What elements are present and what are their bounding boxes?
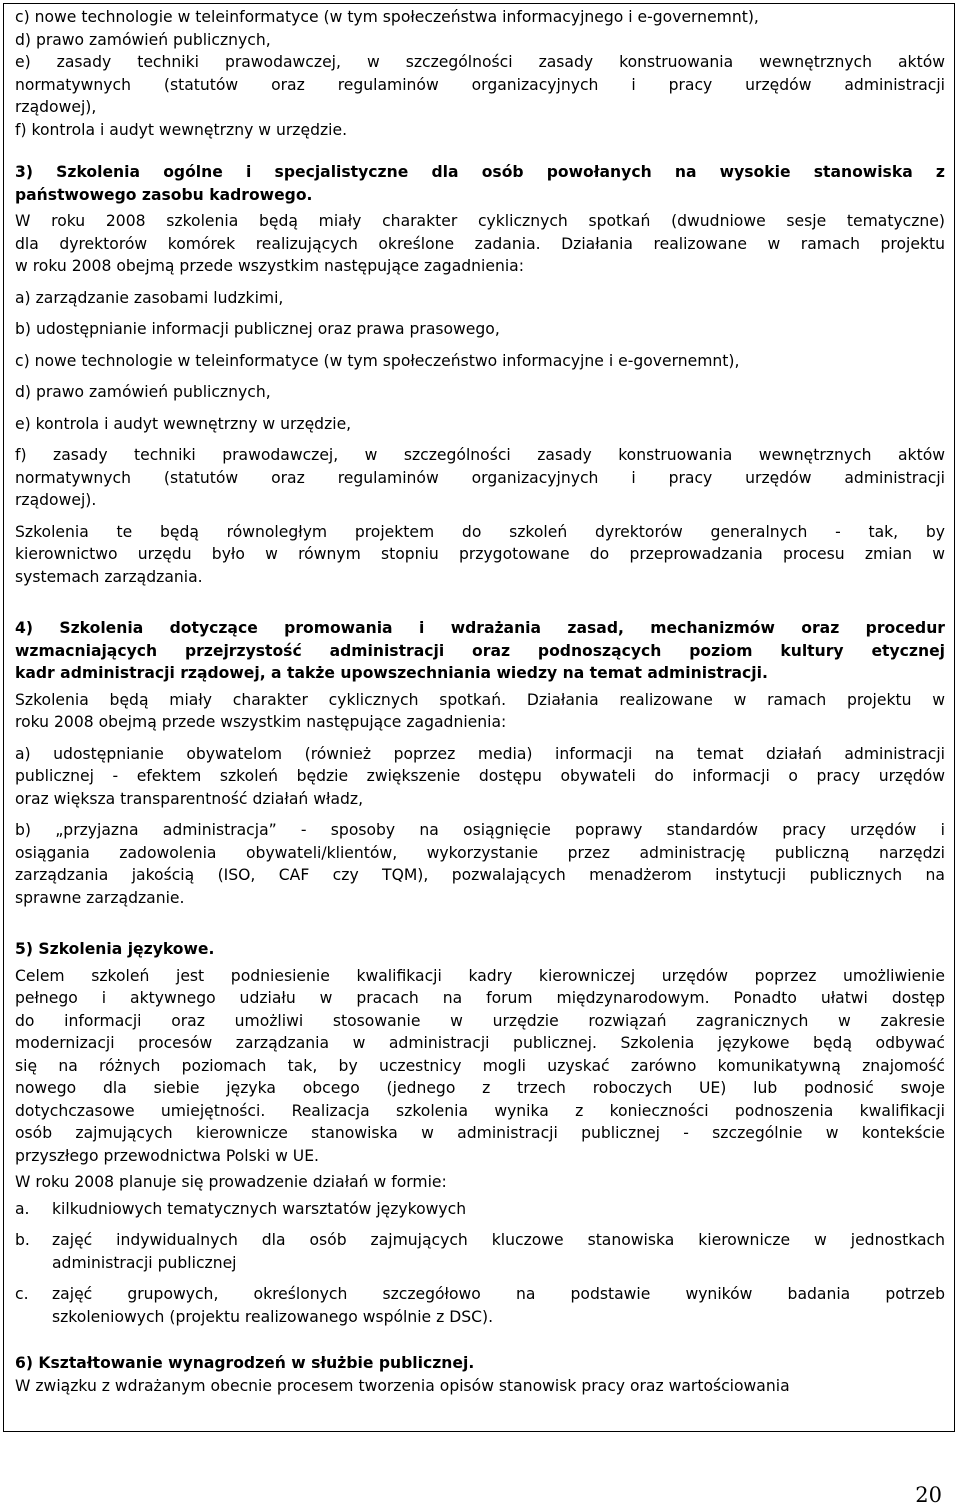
list-item: zarządzania jakością (ISO, CAF czy TQM), pozwalających menadżerom instytucji publicznych na — [15, 866, 945, 884]
paragraph-line: się na różnych poziomach tak, by uczestnicy mogli uzyskać zarówno komunikatywną znajomość — [15, 1056, 945, 1075]
paragraph-line: do informacji oraz umożliwi stosowanie w urzędzie rozwiązań zagranicznych w zakresie — [15, 1011, 945, 1030]
list-item: a) udostępnianie obywatelom (również poprzez media) informacji na temat działań administracji — [15, 744, 945, 763]
paragraph-line: modernizacji procesów zarządzania w administracji publicznej. Szkolenia językowe będą odbywać — [15, 1034, 945, 1052]
list-item: rządowej), — [15, 98, 97, 116]
list-item: normatywnych (statutów oraz regulaminów organizacyjnych i pracy urzędów administracji — [15, 75, 945, 94]
section-4 — [15, 617, 945, 909]
section-heading: 4) Szkolenia dotyczące promowania i wdrażania zasad, mechanizmów oraz procedur — [15, 619, 945, 637]
list-item: a) zarządzanie zasobami ludzkimi, — [15, 288, 284, 307]
list-item — [15, 1198, 945, 1221]
section-heading: wzmacniających przejrzystość administracji oraz podnoszących poziom kultury etycznej — [15, 641, 945, 660]
paragraph-line: dotychczasowe umiejętności. Realizacja szkolenia wynika z konieczności podnoszenia kwalifikacji — [15, 1101, 945, 1120]
list-item — [15, 1229, 945, 1274]
paragraph-line: W roku 2008 szkolenia będą miały charakter cyklicznych spotkań (dwudniowe sesje tematyczne) — [15, 212, 945, 230]
list-item: f) kontrola i audyt wewnętrzny w urzędzie. — [15, 120, 348, 139]
list-item: b) udostępnianie informacji publicznej oraz prawa prasowego, — [15, 320, 500, 338]
list-item: oraz większa transparentność działań władz, — [15, 789, 364, 808]
list-item: rządowej). — [15, 491, 97, 509]
section-heading: 6) Kształtowanie wynagrodzeń w służbie publicznej. — [15, 1354, 475, 1372]
paragraph-line: pełnego i aktywnego udziału w pracach na forum międzynarodowym. Ponadto ułatwi dostęp — [15, 989, 945, 1007]
section-6 — [15, 1352, 945, 1397]
list-item: normatywnych (statutów oraz regulaminów organizacyjnych i pracy urzędów administracji — [15, 468, 945, 487]
paragraph-line: w roku 2008 obejmą przede wszystkim następujące zagadnienia: — [15, 257, 524, 275]
list-item: c) nowe technologie w teleinformatyce (w tym społeczeństwo informacyjne i e-governemnt), — [15, 351, 740, 370]
paragraph-line: kierownictwo urzędu było w równym stopniu przygotowane do przeprowadzania procesu zmian w — [15, 545, 945, 563]
page-number: 20 — [915, 1483, 942, 1507]
list-item: d) prawo zamówień publicznych, — [15, 30, 271, 49]
list-item: d) prawo zamówień publicznych, — [15, 383, 271, 401]
paragraph-line: W związku z wdrażanym obecnie procesem tworzenia opisów stanowisk pracy oraz wartościowania — [15, 1376, 790, 1395]
list-marker: c. — [15, 1285, 29, 1303]
paragraph-line: systemach zarządzania. — [15, 567, 203, 586]
section-heading: kadr administracji rządowej, a także upowszechniania wiedzy na temat administracji. — [15, 664, 768, 682]
section-heading: państwowego zasobu kadrowego. — [15, 185, 313, 204]
list-item: osiągania zadowolenia obywateli/klientów, wykorzystanie przez administrację publiczną narzędzi — [15, 843, 945, 862]
section-heading: 3) Szkolenia ogólne i specjalistyczne dla osób powołanych na wysokie stanowiska z — [15, 163, 945, 181]
paragraph-line: przyszłego przewodnictwa Polski w UE. — [15, 1146, 320, 1165]
list-item-text: zajęć indywidualnych dla osób zajmujących kluczowe stanowiska kierownicze w jednostkach — [52, 1231, 945, 1249]
top-list — [15, 6, 945, 141]
paragraph-line: roku 2008 obejmą przede wszystkim następujące zagadnienia: — [15, 713, 507, 731]
list-item: e) kontrola i audyt wewnętrzny w urzędzie, — [15, 414, 352, 433]
document-body — [15, 6, 945, 1397]
paragraph-line: W roku 2008 planuje się prowadzenie działań w formie: — [15, 1173, 447, 1191]
paragraph-line: osób zajmujących kierownicze stanowiska w administracji publicznej - szczególnie w kontekście — [15, 1124, 945, 1142]
list-item-text: szkoleniowych (projektu realizowanego wspólnie z DSC). — [52, 1307, 494, 1326]
list-item-text: zajęć grupowych, określonych szczegółowo na podstawie wyników badania potrzeb — [52, 1285, 945, 1303]
section-3 — [15, 161, 945, 588]
list-item-text: kilkudniowych tematycznych warsztatów językowych — [52, 1199, 467, 1218]
paragraph-line: Szkolenia będą miały charakter cyklicznych spotkań. Działania realizowane w ramach projektu w — [15, 690, 945, 709]
list-marker: b. — [15, 1231, 30, 1249]
paragraph-line: Celem szkoleń jest podniesienie kwalifikacji kadry kierowniczej urzędów poprzez umożliwienie — [15, 966, 945, 985]
list-item-text: administracji publicznej — [52, 1253, 237, 1272]
paragraph-line: Szkolenia te będą równoległym projektem do szkoleń dyrektorów generalnych - tak, by — [15, 522, 945, 541]
list-item: sprawne zarządzanie. — [15, 888, 185, 907]
list-item: e) zasady techniki prawodawczej, w szczególności zasady konstruowania wewnętrznych aktów — [15, 53, 945, 71]
list-item: f) zasady techniki prawodawczej, w szczególności zasady konstruowania wewnętrznych aktów — [15, 446, 945, 464]
paragraph-line: nowego dla siebie języka obcego (jednego z trzech roboczych UE) lub podnosić swoje — [15, 1079, 945, 1097]
section-heading: 5) Szkolenia językowe. — [15, 940, 215, 958]
section-5 — [15, 938, 945, 1328]
list-item: b) „przyjazna administracja” - sposoby na osiągnięcie poprawy standardów pracy urzędów i — [15, 821, 945, 839]
list-item — [15, 1283, 945, 1328]
list-item: c) nowe technologie w teleinformatyce (w tym społeczeństwa informacyjnego i e-governemnt), — [15, 8, 759, 26]
paragraph-line: dla dyrektorów komórek realizujących określone zadania. Działania realizowane w ramach projektu — [15, 234, 945, 253]
list-marker: a. — [15, 1199, 30, 1218]
list-item: publicznej - efektem szkoleń będzie zwiększenie dostępu obywateli do informacji o pracy urzędów — [15, 767, 945, 785]
